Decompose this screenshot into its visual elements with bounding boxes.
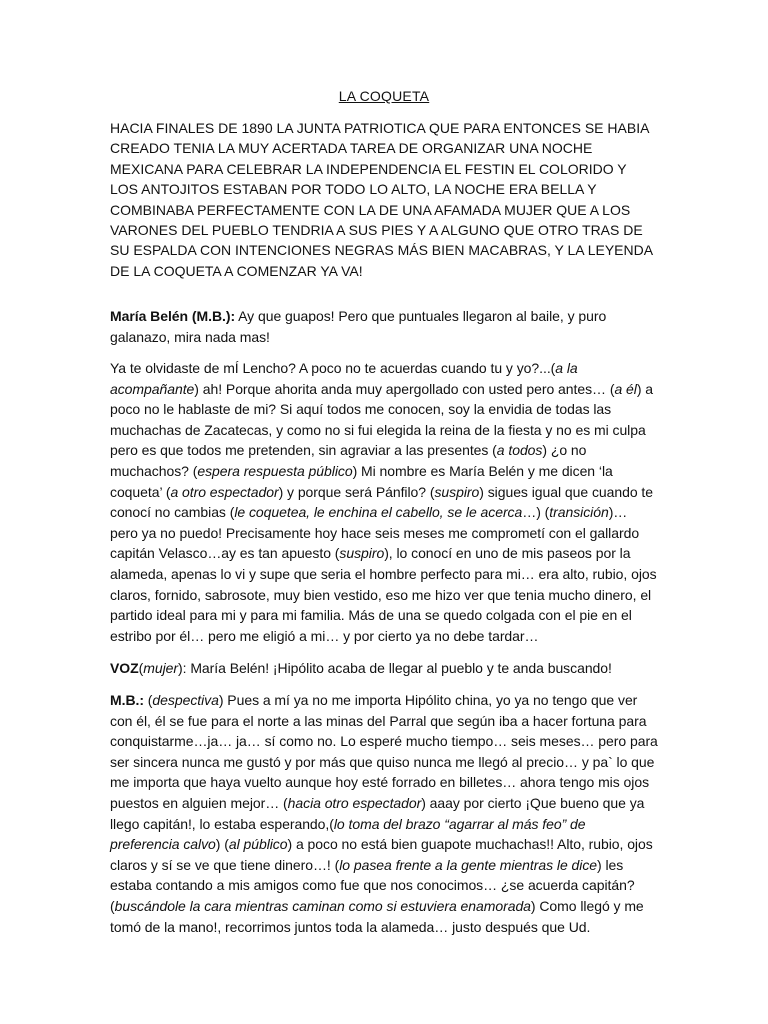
stage-direction: hacia otro espectador bbox=[287, 794, 422, 811]
stage-direction: lo pasea frente a la gente mientras le dice bbox=[339, 856, 598, 873]
speaker-name: M.B.: bbox=[110, 692, 144, 708]
stage-direction: suspiro bbox=[434, 483, 480, 500]
dialogue-text: ) ( bbox=[215, 836, 229, 853]
dialogue-text: ( bbox=[138, 660, 144, 676]
stage-direction: a otro espectador bbox=[170, 483, 279, 500]
dialogue-text: ) sigues igual que cuando te conocí no cambias ( bbox=[110, 483, 653, 521]
document-title: LA COQUETA bbox=[338, 88, 430, 104]
stage-direction: a la acompañante bbox=[110, 360, 578, 397]
paragraph-mb-response bbox=[110, 690, 658, 937]
dialogue-text: ) y porque será Pánfilo? ( bbox=[278, 483, 435, 500]
dialogue-text: Ya te olvidaste de mÍ Lencho? A poco no te acuerdas cuando tu y yo?...( bbox=[110, 360, 556, 376]
stage-direction: mujer bbox=[143, 660, 179, 676]
stage-direction: le coquetea, le enchina el cabello, se le acerca bbox=[234, 504, 523, 521]
stage-direction: a todos bbox=[496, 442, 543, 459]
stage-direction: al público bbox=[228, 836, 288, 853]
paragraph-maria-belen-greeting bbox=[110, 306, 658, 347]
paragraph-maria-belen-monologue bbox=[110, 358, 658, 646]
dialogue-text: Ay que guapos! Pero que puntuales llegaron al baile, y puro galanazo, mira nada mas! bbox=[110, 308, 607, 345]
intro-paragraph: HACIA FINALES DE 1890 LA JUNTA PATRIOTICA QUE PARA ENTONCES SE HABIA CREADO TENIA LA MUY ACERTADA TAREA DE ORGANIZAR UNA NOCHE MEXICANA PARA CELEBRAR LA INDEPENDENCIA EL FESTIN EL COLORIDO Y LOS ANTOJITOS ESTABAN POR TODO LO ALTO, LA NOCHE ERA BELLA Y COMBINABA PERFECTAMENTE CON LA DE UNA AFAMADA MUJER QUE A LOS VARONES DEL PUEBLO TENDRIA A SUS PIES Y A ALGUNO QUE OTRO TRAS DE SU ESPALDA CON INTENCIONES NEGRAS MÁS BIEN MACABRAS, Y LA LEYENDA DE LA COQUETA A COMENZAR YA VA! bbox=[110, 120, 653, 279]
stage-direction: transición bbox=[549, 504, 609, 521]
speaker-name: María Belén (M.B.): bbox=[110, 308, 236, 324]
dialogue-text: ) aaay por cierto ¡Que bueno que ya llego capitán!, lo estaba esperando,( bbox=[110, 794, 645, 832]
dialogue-text: ) Como llegó y me tomó de la mano!, recorrimos juntos toda la alameda… justo después que Ud. bbox=[110, 897, 644, 935]
speaker-name: VOZ bbox=[110, 660, 139, 676]
dialogue-text: ), lo conocí en uno de mis paseos por la alameda, apenas lo vi y supe que seria el hombre perfecto para mi… era alto, rubio, ojos claros, fornido, sabrosote, muy bien vestido, eso me hizo ver que tenia mucho dinero, el partido ideal para mi y para mi familia. Más de una se quedo colgada con el pie en el estribo por él… pero me eligió a mi… y por cierto ya no debe tardar… bbox=[110, 545, 657, 644]
dialogue-text: ) a poco no está bien guapote muchachas!! Alto, rubio, ojos claros y sí se ve que tiene dinero…! ( bbox=[110, 836, 653, 873]
stage-direction: a él bbox=[614, 380, 637, 397]
dialogue-text: ) ah! Porque ahorita anda muy apergollado con usted pero antes… ( bbox=[194, 380, 615, 397]
stage-direction: buscándole la cara mientras caminan como si estuviera enamorada bbox=[114, 897, 531, 914]
stage-direction: lo toma del brazo “agarrar al más feo” de preferencia calvo bbox=[110, 815, 586, 853]
stage-direction: despectiva bbox=[152, 692, 219, 708]
paragraph-voz bbox=[110, 658, 658, 679]
dialogue-text: ) a poco no le hablaste de mi? Si aquí todos me conocen, soy la envidia de todas las muchachas de Zacatecas, y como no si fui elegida la reina de la fiesta y no es mi culpa pero es que todos me pretenden, sin agraviar a las presentes ( bbox=[110, 380, 654, 459]
dialogue-text: )… pero ya no puedo! Precisamente hoy hace seis meses me comprometí con el gallardo capitán Velasco…ay es tan apuesto ( bbox=[110, 504, 640, 562]
dialogue-text: ) ¿o no muchachos? ( bbox=[110, 442, 587, 479]
dialogue-text: ) Mi nombre es María Belén y me dicen ‘la coqueta’ ( bbox=[110, 462, 613, 500]
dialogue-text: ) les estaba contando a mis amigos como fue que nos conocimos… ¿se acuerda capitán? ( bbox=[110, 856, 635, 914]
dialogue-text: ( bbox=[143, 692, 153, 708]
dialogue-text: ) Pues a mí ya no me importa Hipólito china, yo ya no tengo que ver con él, él se fue para el norte a las minas del Parral que según iba a hacer fortuna para conquistarme…ja… ja… sí como no. Lo esperé mucho tiempo… seis meses… pero para ser sincera nunca me gustó y por más que quiso nunca me llegó al precio… y pa` lo que me importa que haya vuelto aunque hoy esté forrado en billetes… ahora tengo mis ojos puestos en alguien mejor… ( bbox=[110, 692, 658, 811]
stage-direction: suspiro bbox=[339, 545, 385, 562]
dialogue-text: …) ( bbox=[522, 504, 550, 521]
stage-direction: espera respuesta público bbox=[197, 462, 353, 479]
dialogue-text: ): María Belén! ¡Hipólito acaba de llegar al pueblo y te anda buscando! bbox=[178, 660, 612, 676]
